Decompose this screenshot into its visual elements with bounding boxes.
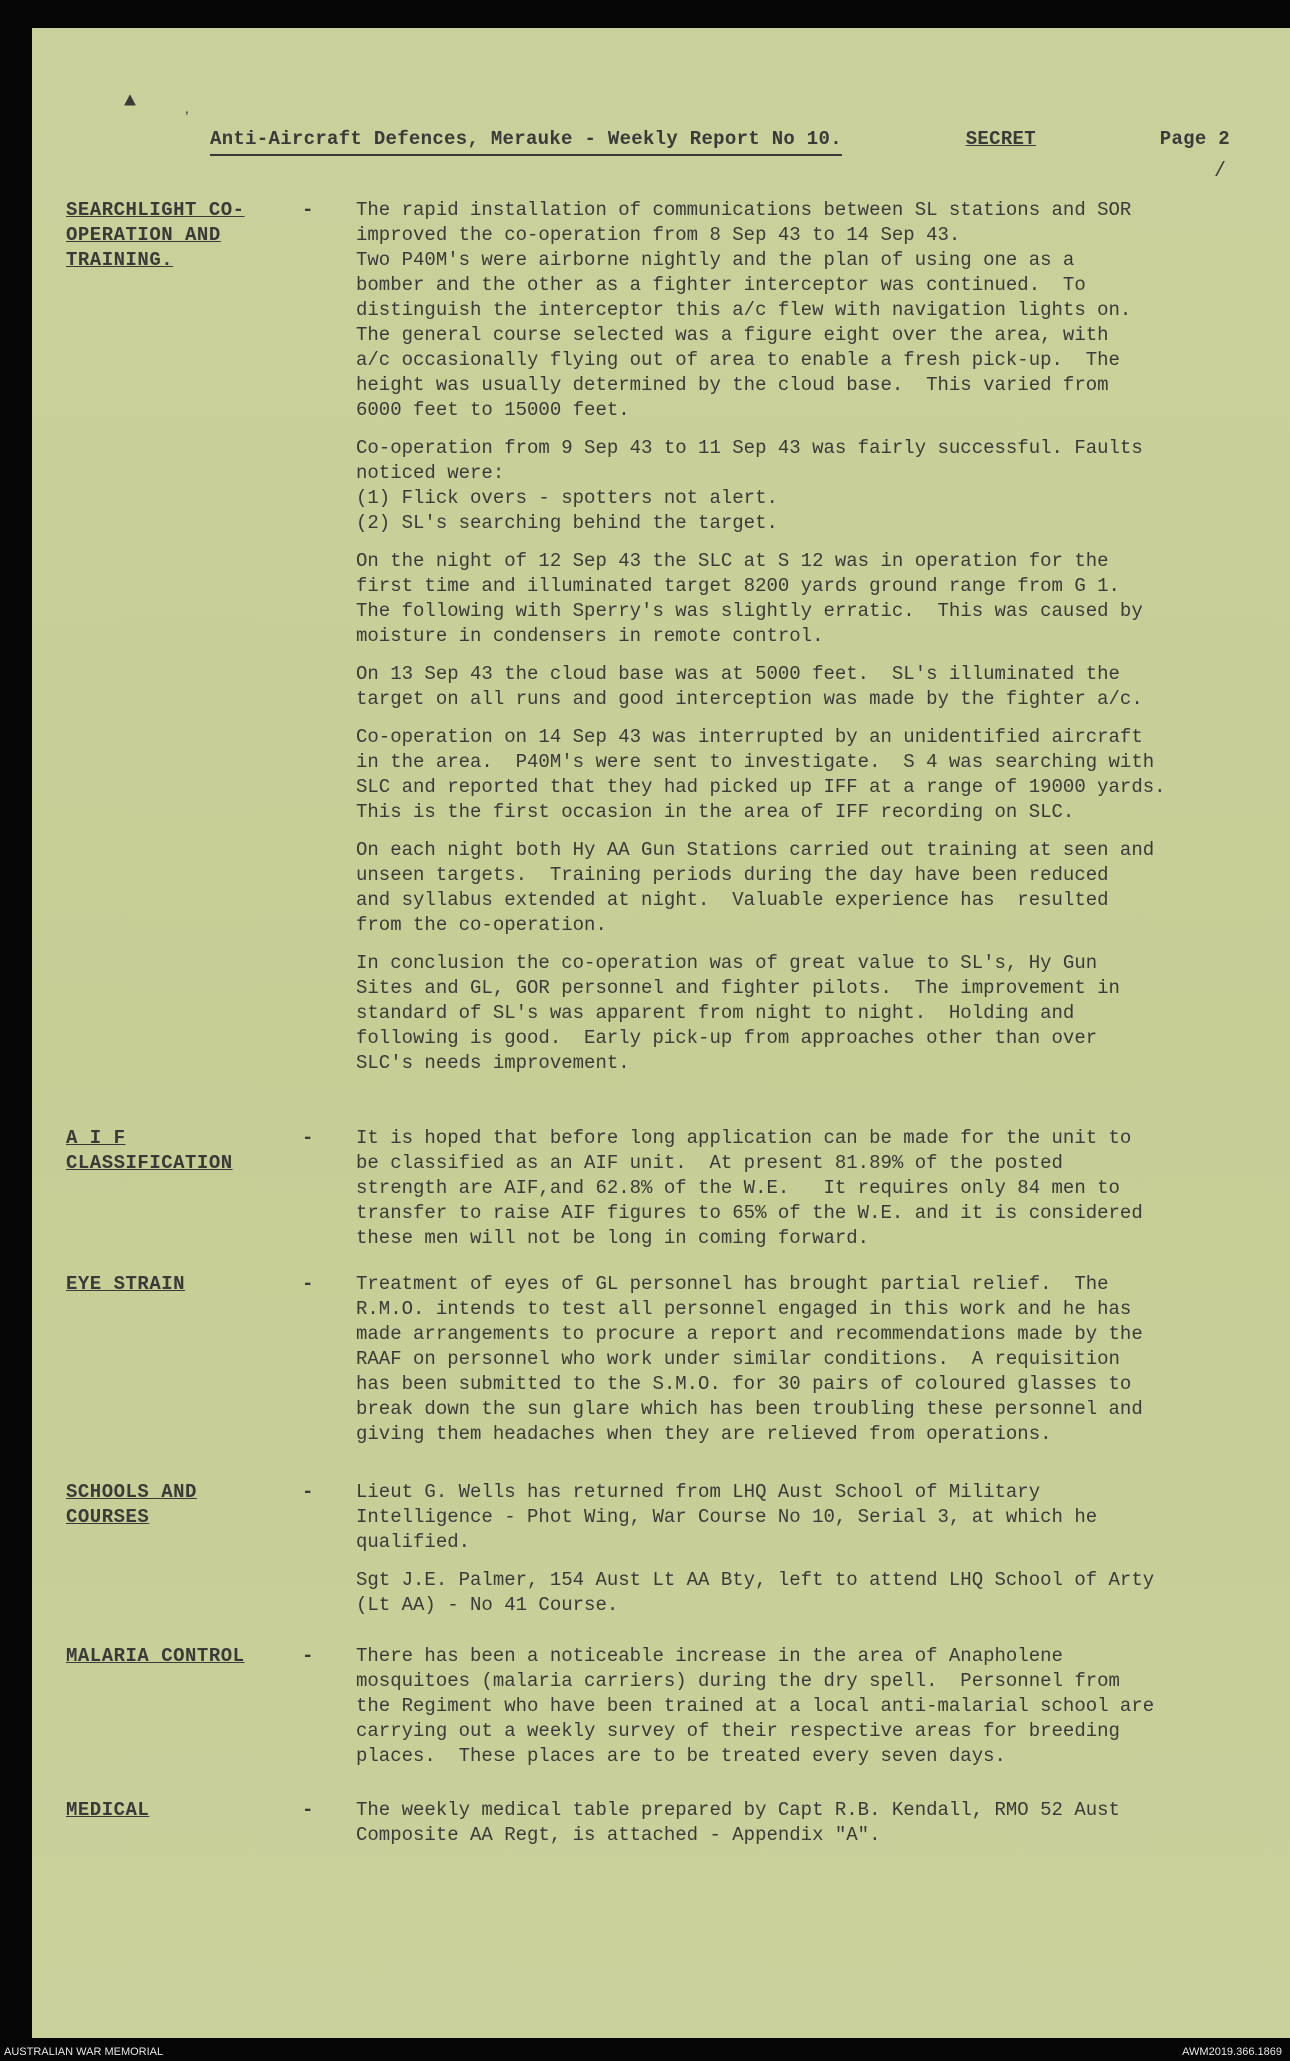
paragraph: Co-operation on 14 Sep 43 was interrupted by an unidentified aircraft in the area. P40M's were sent to investigate. S 4 was searching with SLC and reported that they had picked up IFF at a range of 19000 yards. This is the first occasion in the area of IFF recording on SLC. <box>356 726 1166 823</box>
section-heading: A I F CLASSIFICATION <box>66 1127 233 1174</box>
ink-mark: / <box>1213 160 1226 183</box>
section-heading: MALARIA CONTROL <box>66 1645 245 1667</box>
classification-label: SECRET <box>965 128 1036 150</box>
paragraph: The rapid installation of communications between SL stations and SOR improved the co-operation from 8 Sep 43 to 14 Sep 43. Two P40M's were airborne nightly and the plan of using one as a bomber and the other as a fighter interceptor was continued. To distinguish the interceptor this a/c flew with navigation lights on. The general course selected was a figure eight over the area, with a/c occasionally flying out of area to enable a fresh pick-up. The height was usually determined by the cloud base. This varied from 6000 feet to 15000 feet. <box>356 199 1132 421</box>
paragraph: Co-operation from 9 Sep 43 to 11 Sep 43 was fairly successful. Faults noticed were: (1) Flick overs - spotters not alert. (2) SL's searching behind the target. <box>356 437 1143 534</box>
section-heading: MEDICAL <box>66 1799 150 1821</box>
section-body <box>356 1272 1240 1447</box>
section-body <box>356 198 1240 1076</box>
section-aif-classification <box>66 1126 1240 1264</box>
paragraph: Sgt J.E. Palmer, 154 Aust Lt AA Bty, left to attend LHQ School of Arty (Lt AA) - No 41 Course. <box>356 1569 1155 1616</box>
ink-mark: ▲ <box>124 90 137 113</box>
section-body <box>356 1644 1240 1769</box>
paragraph: On the night of 12 Sep 43 the SLC at S 12 was in operation for the first time and illuminated target 8200 yards ground range from G 1. The following with Sperry's was slightly erratic. This was caused by moisture in condensers in remote control. <box>356 550 1143 647</box>
section-dash: - <box>302 199 314 221</box>
section-eye-strain <box>66 1272 1240 1460</box>
archive-credit: AUSTRALIAN WAR MEMORIAL <box>4 2046 164 2058</box>
paragraph: It is hoped that before long application can be made for the unit to be classified as an AIF unit. At present 81.89% of the posted strength are AIF,and 62.8% of the W.E. It requires only 84 men to transfer to raise AIF figures to 65% of the W.E. and it is considered these men will not be long in coming forward. <box>356 1127 1143 1249</box>
section-dash: - <box>302 1799 314 1821</box>
paragraph: In conclusion the co-operation was of great value to SL's, Hy Gun Sites and GL, GOR personnel and fighter pilots. The improvement in standard of SL's was apparent from night to night. Holding and following is good. Early pick-up from approaches other than over SLC's needs improvement. <box>356 952 1120 1074</box>
section-malaria-control <box>66 1644 1240 1782</box>
section-body <box>356 1126 1240 1251</box>
document-page <box>32 28 1290 2038</box>
paragraph: Lieut G. Wells has returned from LHQ Aust School of Military Intelligence - Phot Wing, War Course No 10, Serial 3, at which he qualified. <box>356 1481 1098 1553</box>
section-searchlight <box>66 198 1240 1089</box>
section-dash: - <box>302 1481 314 1503</box>
section-body <box>356 1480 1240 1618</box>
section-heading: EYE STRAIN <box>66 1273 186 1295</box>
archive-reference: AWM2019.366.1869 <box>1182 2046 1282 2058</box>
section-schools-courses <box>66 1480 1240 1631</box>
section-heading: SEARCHLIGHT CO-OPERATION AND TRAINING. <box>66 199 245 271</box>
page-number: Page 2 <box>1159 128 1230 150</box>
section-heading: SCHOOLS AND COURSES <box>66 1481 197 1528</box>
paragraph: On 13 Sep 43 the cloud base was at 5000 feet. SL's illuminated the target on all runs and good interception was made by the fighter a/c. <box>356 663 1143 710</box>
paragraph: On each night both Hy AA Gun Stations carried out training at seen and unseen targets. Training periods during the day have been reduced and syllabus extended at night. Valuable experience has resulted from the co-operation. <box>356 839 1155 936</box>
paragraph: Treatment of eyes of GL personnel has brought partial relief. The R.M.O. intends to test all personnel engaged in this work and he has made arrangements to procure a report and recommendations made by the RAAF on personnel who work under similar conditions. A requisition has been submitted to the S.M.O. for 30 pairs of coloured glasses to break down the sun glare which has been troubling these personnel and giving them headaches when they are relieved from operations. <box>356 1273 1143 1445</box>
ink-mark: ʼ <box>182 110 192 128</box>
paragraph: The weekly medical table prepared by Capt R.B. Kendall, RMO 52 Aust Composite AA Regt, is attached - Appendix "A". <box>356 1799 1120 1846</box>
section-dash: - <box>302 1645 314 1667</box>
section-medical <box>66 1798 1240 1861</box>
page-header <box>210 128 1230 156</box>
section-body <box>356 1798 1240 1848</box>
section-dash: - <box>302 1127 314 1149</box>
report-title: Anti-Aircraft Defences, Merauke - Weekly Report No 10. <box>210 128 842 156</box>
paragraph: There has been a noticeable increase in the area of Anapholene mosquitoes (malaria carriers) during the dry spell. Personnel from the Regiment who have been trained at a local anti-malarial school are carrying out a weekly survey of their respective areas for breeding places. These places are to be treated every seven days. <box>356 1645 1155 1767</box>
section-dash: - <box>302 1273 314 1295</box>
